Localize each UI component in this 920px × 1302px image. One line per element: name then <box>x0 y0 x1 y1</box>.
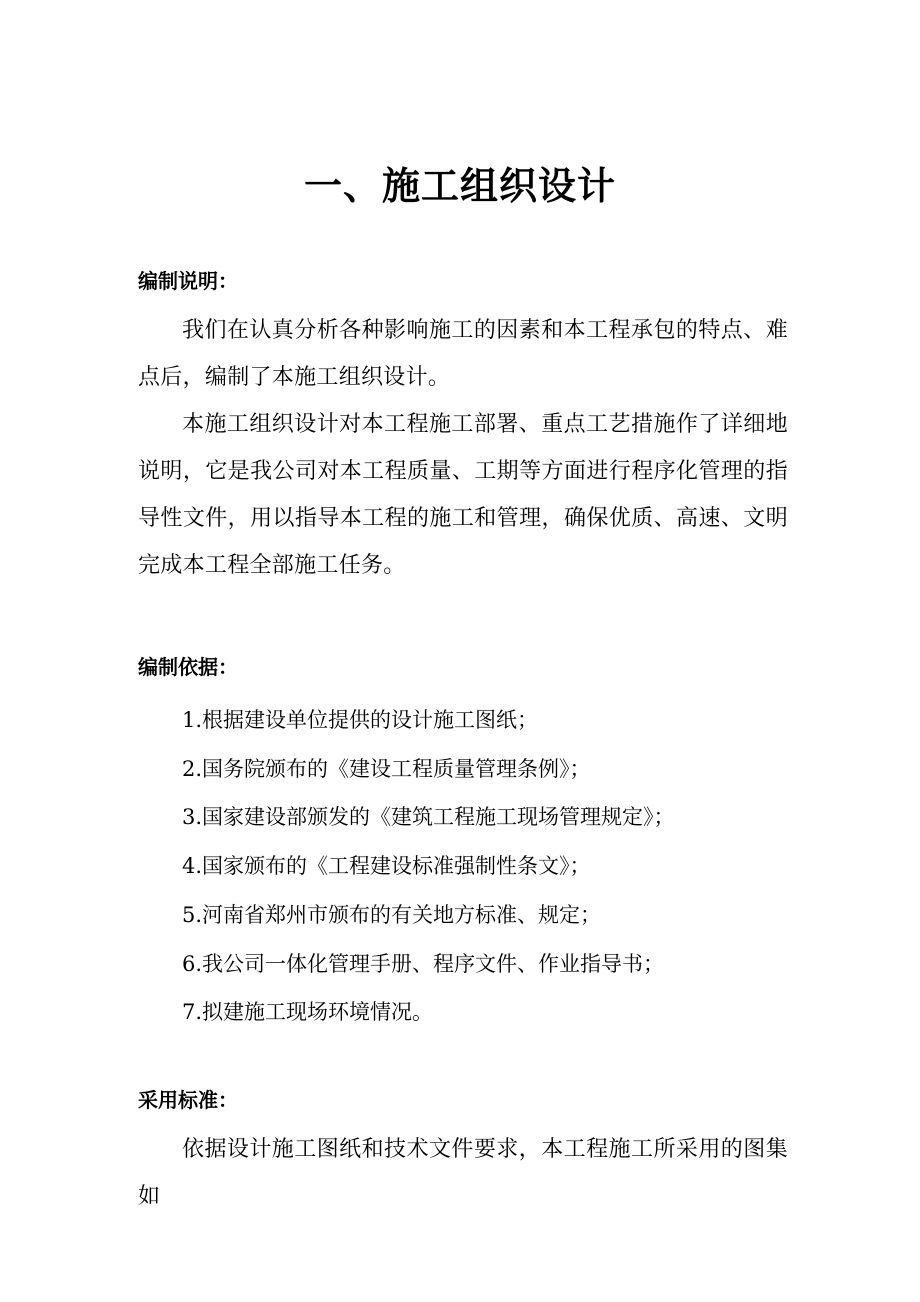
basis-list <box>182 696 782 1037</box>
list-item: 4.国家颁布的《工程建设标准强制性条文》； <box>182 854 591 879</box>
list-item: 6.我公司一体化管理手册、程序文件、作业指导书； <box>182 951 665 976</box>
section-heading-basis: 编制依据： <box>138 655 238 679</box>
section-heading-standards: 采用标准： <box>138 1088 238 1112</box>
section-heading-explanation: 编制说明： <box>138 269 238 293</box>
explanation-paragraph-2: 本施工组织设计对本工程施工部署、重点工艺措施作了详细地说明，它是我公司对本工程质量、工期等方面进行程序化管理的指导性文件，用以指导本工程的施工和管理，确保优质、高速、文明完成本工程全部施工任务。 <box>138 412 788 578</box>
list-item: 1.根据建设单位提供的设计施工图纸； <box>182 708 539 732</box>
standards-paragraph-1: 依据设计施工图纸和技术文件要求，本工程施工所采用的图集如 <box>138 1137 788 1209</box>
list-item: 3.国家建设部颁发的《建筑工程施工现场管理规定》； <box>182 805 675 830</box>
page-title: 一、施工组织设计 <box>303 163 616 208</box>
list-item: 2.国务院颁布的《建设工程质量管理条例》； <box>182 756 591 781</box>
list-item: 5.河南省郑州市颁布的有关地方标准、规定； <box>182 902 602 927</box>
explanation-paragraph-1: 我们在认真分析各种影响施工的因素和本工程承包的特点、难点后，编制了本施工组织设计。 <box>138 318 788 390</box>
list-item: 7.拟建施工现场环境情况。 <box>182 1000 434 1025</box>
